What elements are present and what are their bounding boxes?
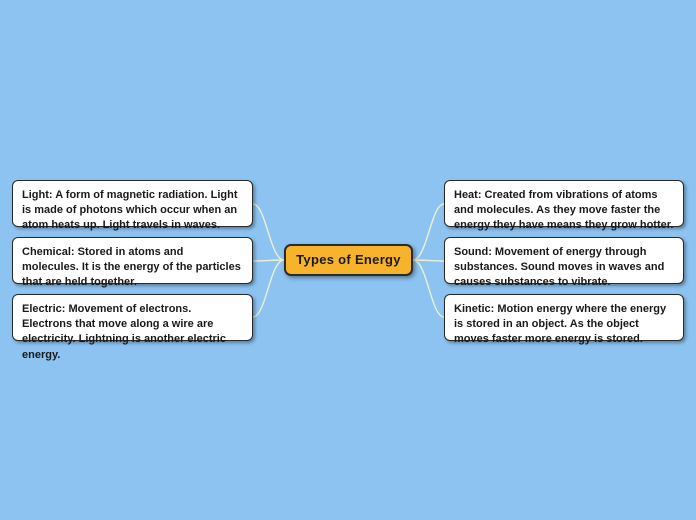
connector-central-kinetic <box>413 260 444 317</box>
node-light-label: Light: A form of magnetic radiation. Light is made of photons which occur when an atom heats up. Light travels in waves. <box>22 189 238 232</box>
connector-central-light <box>253 204 284 260</box>
node-chemical[interactable] <box>12 237 253 289</box>
connector-central-electric <box>253 260 284 317</box>
node-sound-label: Sound: Movement of energy through substances. Sound moves in waves and causes substances to vibrate. <box>454 246 665 289</box>
node-heat[interactable] <box>444 180 684 232</box>
central-node[interactable] <box>284 244 413 276</box>
connector-central-sound <box>413 260 444 261</box>
node-heat-label: Heat: Created from vibrations of atoms and molecules. As they move faster the energy they have means they grow hotter. <box>454 189 674 232</box>
node-chemical-label: Chemical: Stored in atoms and molecules. It is the energy of the particles that are held together. <box>22 246 241 289</box>
node-electric[interactable] <box>12 294 253 361</box>
connector-central-heat <box>413 204 444 260</box>
central-node-label: Types of Energy <box>296 252 401 268</box>
node-kinetic[interactable] <box>444 294 684 346</box>
connector-central-chemical <box>253 260 284 261</box>
node-kinetic-label: Kinetic: Motion energy where the energy is stored in an object. As the object moves faster more energy is stored. <box>454 303 667 346</box>
node-electric-label: Electric: Movement of electrons. Electrons that move along a wire are electricity. Lightning is another electric energy. <box>22 303 226 361</box>
node-light[interactable] <box>12 180 253 232</box>
node-sound[interactable] <box>444 237 684 289</box>
